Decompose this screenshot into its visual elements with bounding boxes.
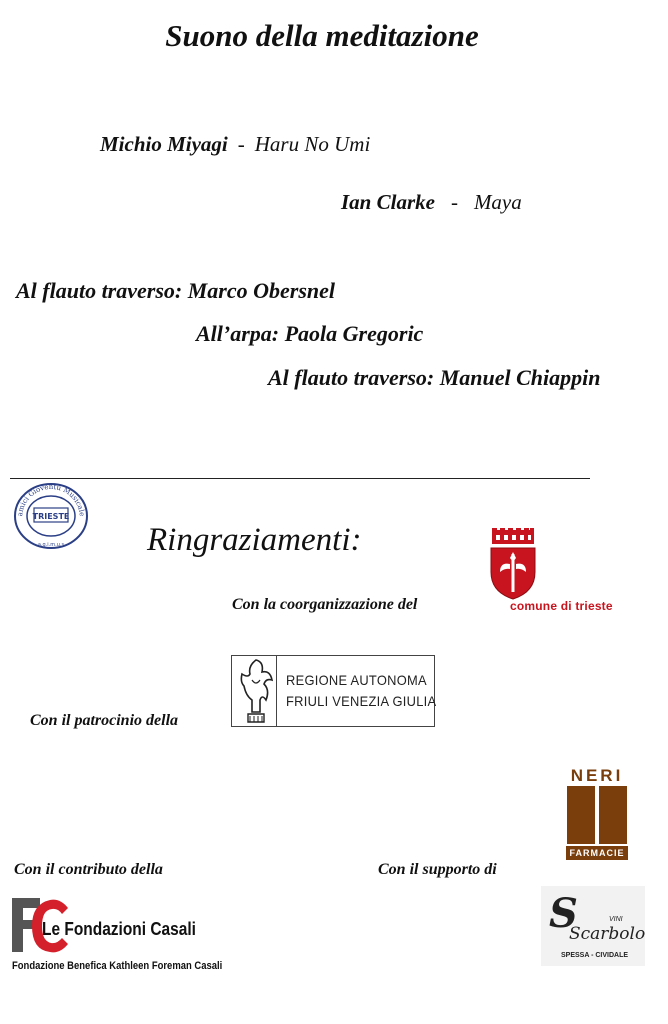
performer-line: Al flauto traverso: Manuel Chiappin	[268, 365, 601, 390]
divider	[10, 478, 590, 479]
performer-line: All’arpa: Paola Gregoric	[196, 321, 424, 346]
scarbolo-vini: VINI	[609, 916, 623, 923]
comune-trieste-logo	[488, 528, 628, 614]
program-item	[100, 132, 370, 157]
eagle-icon	[234, 656, 278, 726]
separator: -	[450, 190, 458, 214]
agimus-bottom-text: a.g.i.m.u.s	[37, 542, 65, 548]
program-item	[341, 190, 522, 215]
casali-name: Le Fondazioni Casali	[42, 919, 196, 939]
regione-line1: REGIONE AUTONOMA	[286, 672, 427, 688]
comune-label: comune di trieste	[510, 599, 613, 613]
coorganization-text: Con la coorganizzazione del	[232, 596, 418, 613]
neri-bottom-text: FARMACIE	[566, 846, 628, 860]
patronage-text: Con il patrocinio della	[30, 712, 179, 729]
separator: -	[237, 132, 245, 156]
composer: Ian Clarke	[341, 190, 435, 214]
scarbolo-place: SPESSA - CIVIDALE	[561, 952, 629, 959]
scarbolo-logo	[541, 886, 645, 966]
composer: Michio Miyagi	[100, 132, 228, 156]
thanks-heading	[147, 522, 362, 559]
scarbolo-script: Scarbolo	[569, 924, 646, 944]
neri-farmacie-logo	[566, 766, 628, 860]
support-text: Con il supporto di	[378, 861, 497, 878]
regione-line2: FRIULI VENEZIA GIULIA	[286, 693, 437, 709]
performer-line: Al flauto traverso: Marco Obersnel	[16, 278, 335, 303]
agimus-ring-text: amici Gioventù Musicale	[16, 482, 86, 517]
thanks-text: Ringraziamenti	[147, 522, 351, 558]
agimus-logo	[12, 482, 90, 552]
scarbolo-initial: S	[549, 890, 578, 937]
thanks-colon: :	[350, 522, 362, 558]
page-title: Suono della meditazione	[165, 18, 479, 53]
casali-subtitle: Fondazione Benefica Kathleen Foreman Casali	[12, 960, 223, 972]
work-title: Maya	[473, 190, 522, 214]
fondazioni-casali-logo	[12, 896, 226, 976]
work-title: Haru No Umi	[254, 132, 371, 156]
regione-fvg-logo	[231, 655, 435, 727]
agimus-center-text: TRIESTE	[32, 512, 70, 521]
neri-top-text: NERI	[570, 766, 624, 785]
contribution-text: Con il contributo della	[14, 861, 163, 878]
